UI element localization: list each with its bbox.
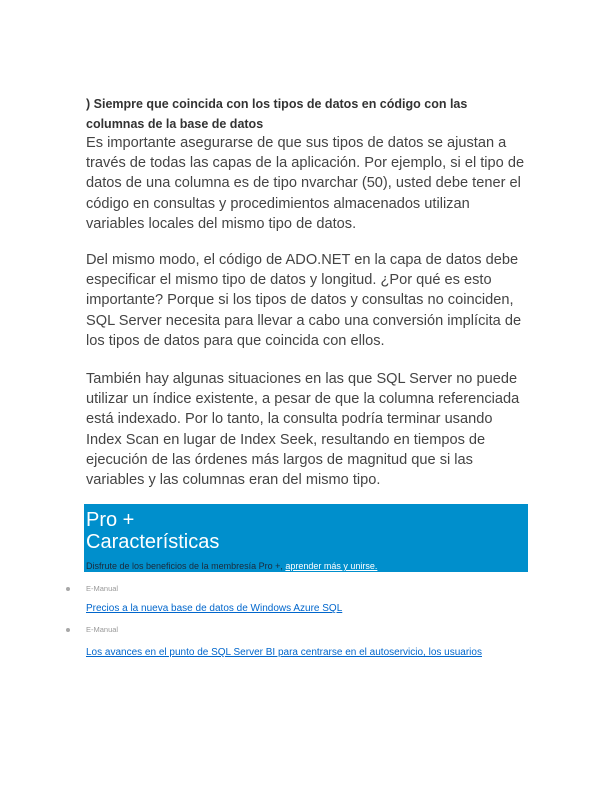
pro-plus-title-line2: Características bbox=[86, 531, 220, 553]
join-link[interactable]: aprender más y unirse. bbox=[285, 561, 378, 571]
paragraph-3: También hay algunas situaciones en las que SQL Server no puede utilizar un índice existente, a pesar de que la columna referenciada está indexado. Por lo tanto, la consulta podría terminar usando Index Scan en lugar de Index Seek, resultando en tiempos de ejecución de las órdenes más largos de magnitud que si las variables y las columnas eran del mismo tipo. bbox=[86, 371, 520, 489]
paragraph-1: Es importante asegurarse de que sus tipos de datos se ajustan a través de todas las capas de la aplicación. Por ejemplo, si el tipo de datos de una columna es de tipo nvarchar (50), usted debe tener el código en consultas y procedimientos almacenados utilizan variables locales del mismo tipo de datos. bbox=[86, 135, 525, 232]
section-heading: ) Siempre que coincida con los tipos de datos en código con las columnas de la base de datos bbox=[86, 97, 468, 131]
pro-plus-subtitle-text: Disfrute de los beneficios de la membresía Pro +, bbox=[86, 561, 283, 571]
resource-type-label: E-Manual bbox=[86, 625, 119, 634]
paragraph-2: Del mismo modo, el código de ADO.NET en la capa de datos debe especificar el mismo tipo de datos y longitud. ¿Por qué es esto importante? Porque si los tipos de datos y consultas no coinciden, SQL Server necesita para llevar a cabo una conversión implícita de los tipos de datos para que coincida con ellos. bbox=[86, 252, 522, 349]
resource-link-2[interactable]: Los avances en el punto de SQL Server BI para centrarse en el autoservicio, los usuarios bbox=[86, 647, 482, 658]
bullet-icon bbox=[66, 628, 70, 632]
pro-plus-title-line1: Pro + bbox=[86, 509, 135, 531]
resource-link-1[interactable]: Precios a la nueva base de datos de Windows Azure SQL bbox=[86, 603, 343, 614]
pro-plus-banner bbox=[84, 504, 528, 572]
resource-type-label: E-Manual bbox=[86, 584, 119, 593]
pro-plus-title bbox=[86, 509, 486, 553]
bullet-icon bbox=[66, 587, 70, 591]
pro-plus-subtitle bbox=[86, 560, 377, 572]
